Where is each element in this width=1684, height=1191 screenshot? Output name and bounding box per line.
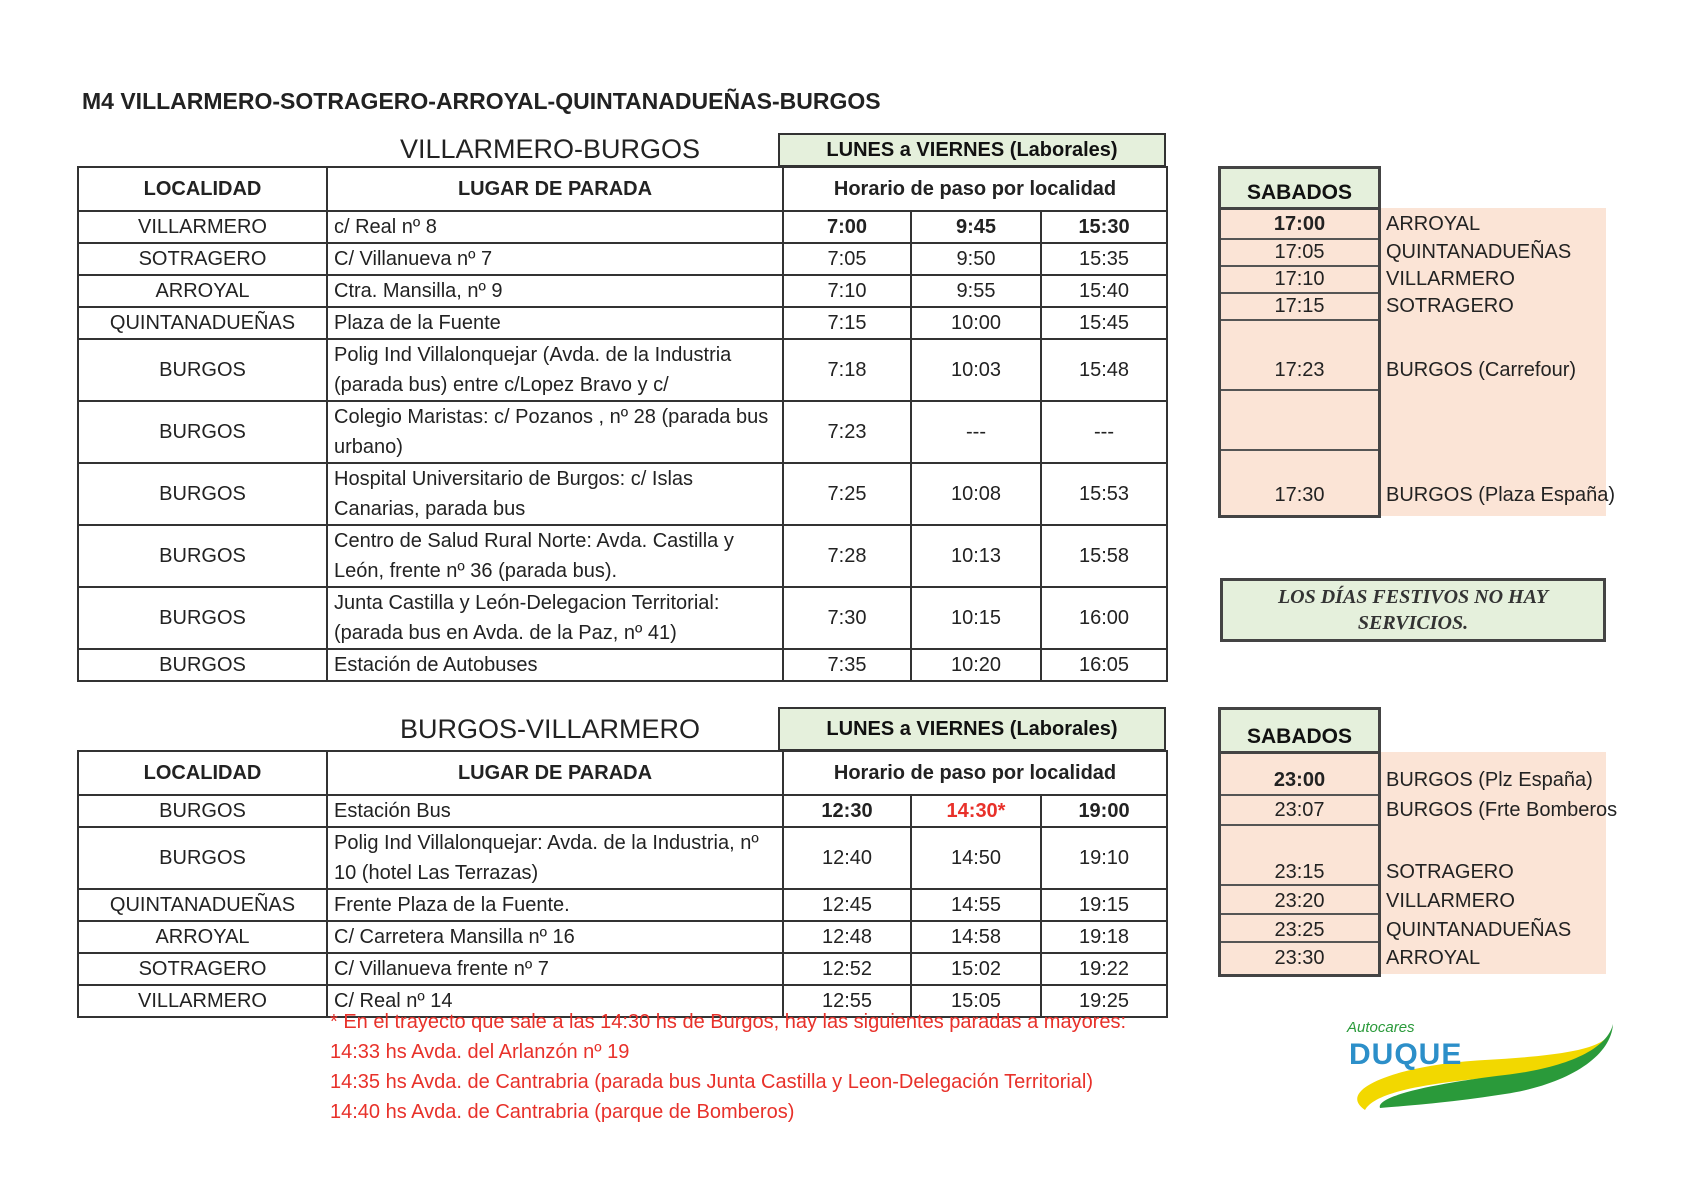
cell-time: 7:15: [783, 307, 911, 339]
sabados-divider: [1221, 794, 1378, 796]
header-localidad: LOCALIDAD: [78, 167, 327, 211]
sabados-time: 17:00: [1273, 213, 1326, 235]
sabados-time: 17:30: [1274, 484, 1325, 506]
cell-localidad: ARROYAL: [78, 275, 327, 307]
cell-lugar: Ctra. Mansilla, nº 9: [327, 275, 783, 307]
sabados-place: SOTRAGERO: [1386, 295, 1514, 317]
sabados-divider: [1221, 389, 1378, 391]
page-title: M4 VILLARMERO-SOTRAGERO-ARROYAL-QUINTANADUEÑAS-BURGOS: [82, 88, 881, 114]
cell-time: 15:35: [1041, 243, 1167, 275]
cell-time: 12:30: [783, 795, 911, 827]
cell-lugar: Centro de Salud Rural Norte: Avda. Castilla y León, frente nº 36 (parada bus).: [327, 525, 783, 587]
cell-lugar: C/ Villanueva nº 7: [327, 243, 783, 275]
cell-time: 7:25: [783, 463, 911, 525]
sabados-time: 17:10: [1274, 268, 1325, 290]
sabados-divider: [1221, 913, 1378, 915]
cell-time: 12:52: [783, 953, 911, 985]
logo-top-text: Autocares: [1347, 1019, 1415, 1036]
sabados-place: VILLARMERO: [1386, 268, 1515, 290]
footnote-line: 14:33 hs Avda. del Arlanzón nº 19: [330, 1041, 630, 1063]
cell-localidad: QUINTANADUEÑAS: [78, 889, 327, 921]
cell-localidad: BURGOS: [78, 649, 327, 681]
cell-time: 12:45: [783, 889, 911, 921]
sabados-time: 23:15: [1274, 861, 1325, 883]
footnote-line: 14:40 hs Avda. de Cantrabria (parque de Bomberos): [330, 1101, 795, 1123]
cell-time: 15:45: [1041, 307, 1167, 339]
cell-time: 16:00: [1041, 587, 1167, 649]
outbound-route-title: VILLARMERO-BURGOS: [400, 134, 701, 164]
cell-lugar: C/ Villanueva frente nº 7: [327, 953, 783, 985]
sabados-time: 23:07: [1274, 799, 1325, 821]
header-lugar: LUGAR DE PARADA: [327, 167, 783, 211]
table-row: [78, 525, 1167, 587]
inbound-sabados-header: SABADOS: [1218, 707, 1381, 754]
table-row: [78, 587, 1167, 649]
inbound-service-label: LUNES a VIERNES (Laborales): [778, 707, 1166, 751]
sabados-time: 17:05: [1274, 241, 1325, 263]
inbound-table: [77, 750, 1168, 1018]
cell-lugar: Polig Ind Villalonquejar: Avda. de la Industria, nº 10 (hotel Las Terrazas): [327, 827, 783, 889]
sabados-time: 23:25: [1274, 919, 1325, 941]
footnotes: [330, 1007, 1126, 1127]
cell-time: 19:18: [1041, 921, 1167, 953]
sabados-divider: [1221, 319, 1378, 321]
sabados-place: ARROYAL: [1386, 947, 1481, 969]
cell-localidad: BURGOS: [78, 795, 327, 827]
cell-time: 19:15: [1041, 889, 1167, 921]
cell-lugar: Plaza de la Fuente: [327, 307, 783, 339]
table-row: [78, 889, 1167, 921]
cell-localidad: SOTRAGERO: [78, 243, 327, 275]
cell-localidad: BURGOS: [78, 587, 327, 649]
table-row: [78, 953, 1167, 985]
cell-lugar: Estación de Autobuses: [327, 649, 783, 681]
sabados-time: 23:20: [1274, 890, 1325, 912]
cell-time: 7:23: [783, 401, 911, 463]
sabados-divider: [1221, 449, 1378, 451]
logo-main-text: DUQUE: [1349, 1038, 1463, 1071]
table-row: [78, 243, 1167, 275]
cell-time: 14:50: [911, 827, 1041, 889]
sabados-divider: [1221, 265, 1378, 267]
header-lugar: LUGAR DE PARADA: [327, 751, 783, 795]
table-row: [78, 827, 1167, 889]
cell-time: ---: [1041, 401, 1167, 463]
cell-time: 14:55: [911, 889, 1041, 921]
festivos-notice: LOS DÍAS FESTIVOS NO HAY SERVICIOS.: [1220, 578, 1606, 642]
cell-localidad: BURGOS: [78, 827, 327, 889]
cell-time: 10:08: [911, 463, 1041, 525]
sabados-time: 17:15: [1274, 295, 1325, 317]
cell-lugar: Polig Ind Villalonquejar (Avda. de la Industria (parada bus) entre c/Lopez Bravo y c/: [327, 339, 783, 401]
cell-lugar: C/ Carretera Mansilla nº 16: [327, 921, 783, 953]
header-localidad: LOCALIDAD: [78, 751, 327, 795]
footnote-line: * En el trayecto que sale a las 14:30 hs de Burgos, hay las siguientes paradas a mayores:: [330, 1011, 1127, 1033]
cell-localidad: BURGOS: [78, 401, 327, 463]
inbound-route-title: BURGOS-VILLARMERO: [400, 714, 701, 744]
autocares-duque-logo: [1335, 1010, 1615, 1120]
header-horario: Horario de paso por localidad: [783, 167, 1167, 211]
sabados-place: BURGOS (Plz España): [1386, 769, 1593, 791]
table-row: [78, 307, 1167, 339]
outbound-sabados-header: SABADOS: [1218, 166, 1381, 210]
cell-time: 10:00: [911, 307, 1041, 339]
cell-localidad: SOTRAGERO: [78, 953, 327, 985]
cell-time: 12:55: [783, 985, 911, 1017]
cell-time: 14:30*: [911, 795, 1041, 827]
sabados-place: VILLARMERO: [1386, 890, 1515, 912]
sabados-divider: [1221, 824, 1378, 826]
sabados-place: QUINTANADUEÑAS: [1386, 241, 1572, 263]
cell-localidad: ARROYAL: [78, 921, 327, 953]
cell-time: 12:40: [783, 827, 911, 889]
sabados-place: SOTRAGERO: [1386, 861, 1514, 883]
cell-time: 15:02: [911, 953, 1041, 985]
cell-time: 10:13: [911, 525, 1041, 587]
sabados-place: ARROYAL: [1386, 213, 1481, 235]
cell-time: 19:10: [1041, 827, 1167, 889]
cell-localidad: VILLARMERO: [78, 985, 327, 1017]
cell-time: 7:18: [783, 339, 911, 401]
table-row: [78, 463, 1167, 525]
cell-lugar: C/ Real nº 14: [327, 985, 783, 1017]
cell-time: 15:40: [1041, 275, 1167, 307]
table-row: [78, 211, 1167, 243]
cell-localidad: BURGOS: [78, 463, 327, 525]
sabados-place: BURGOS (Carrefour): [1386, 359, 1577, 381]
cell-time: 9:45: [911, 211, 1041, 243]
cell-localidad: VILLARMERO: [78, 211, 327, 243]
sabados-place: BURGOS (Plaza España): [1386, 484, 1615, 506]
cell-time: 19:22: [1041, 953, 1167, 985]
sabados-divider: [1221, 884, 1378, 886]
cell-time: 7:05: [783, 243, 911, 275]
cell-time: 10:20: [911, 649, 1041, 681]
cell-time: 10:15: [911, 587, 1041, 649]
cell-time: 19:25: [1041, 985, 1167, 1017]
cell-time: 15:30: [1041, 211, 1167, 243]
cell-time: 12:48: [783, 921, 911, 953]
cell-lugar: Hospital Universitario de Burgos: c/ Islas Canarias, parada bus: [327, 463, 783, 525]
cell-time: 14:58: [911, 921, 1041, 953]
header-horario: Horario de paso por localidad: [783, 751, 1167, 795]
cell-time: 16:05: [1041, 649, 1167, 681]
table-row: [78, 649, 1167, 681]
footnote-line: 14:35 hs Avda. de Cantrabria (parada bus Junta Castilla y Leon-Delegación Territorial): [330, 1071, 1094, 1093]
cell-time: 9:50: [911, 243, 1041, 275]
cell-time: 15:53: [1041, 463, 1167, 525]
cell-time: 7:35: [783, 649, 911, 681]
table-row: [78, 401, 1167, 463]
sabados-divider: [1221, 292, 1378, 294]
sabados-place: BURGOS (Frte Bomberos: [1386, 799, 1618, 821]
cell-time: 15:48: [1041, 339, 1167, 401]
table-row: [78, 921, 1167, 953]
sabados-place: QUINTANADUEÑAS: [1386, 919, 1572, 941]
cell-lugar: Frente Plaza de la Fuente.: [327, 889, 783, 921]
cell-time: 19:00: [1041, 795, 1167, 827]
cell-lugar: Estación Bus: [327, 795, 783, 827]
cell-time: 7:10: [783, 275, 911, 307]
sabados-time: 17:23: [1274, 359, 1325, 381]
cell-time: ---: [911, 401, 1041, 463]
outbound-service-label: LUNES a VIERNES (Laborales): [778, 133, 1166, 167]
table-row: [78, 795, 1167, 827]
table-row: [78, 275, 1167, 307]
cell-lugar: Junta Castilla y León-Delegacion Territorial: (parada bus en Avda. de la Paz, nº 41): [327, 587, 783, 649]
cell-time: 7:30: [783, 587, 911, 649]
cell-time: 15:05: [911, 985, 1041, 1017]
cell-lugar: c/ Real nº 8: [327, 211, 783, 243]
cell-time: 10:03: [911, 339, 1041, 401]
cell-time: 9:55: [911, 275, 1041, 307]
cell-time: 15:58: [1041, 525, 1167, 587]
cell-localidad: BURGOS: [78, 525, 327, 587]
sabados-time: 23:00: [1273, 769, 1326, 791]
sabados-time: 23:30: [1274, 947, 1325, 969]
cell-localidad: BURGOS: [78, 339, 327, 401]
cell-localidad: QUINTANADUEÑAS: [78, 307, 327, 339]
table-row: [78, 339, 1167, 401]
sabados-divider: [1221, 238, 1378, 240]
cell-time: 7:28: [783, 525, 911, 587]
outbound-table: [77, 166, 1168, 682]
sabados-divider: [1221, 941, 1378, 943]
cell-lugar: Colegio Maristas: c/ Pozanos , nº 28 (parada bus urbano): [327, 401, 783, 463]
cell-time: 7:00: [783, 211, 911, 243]
